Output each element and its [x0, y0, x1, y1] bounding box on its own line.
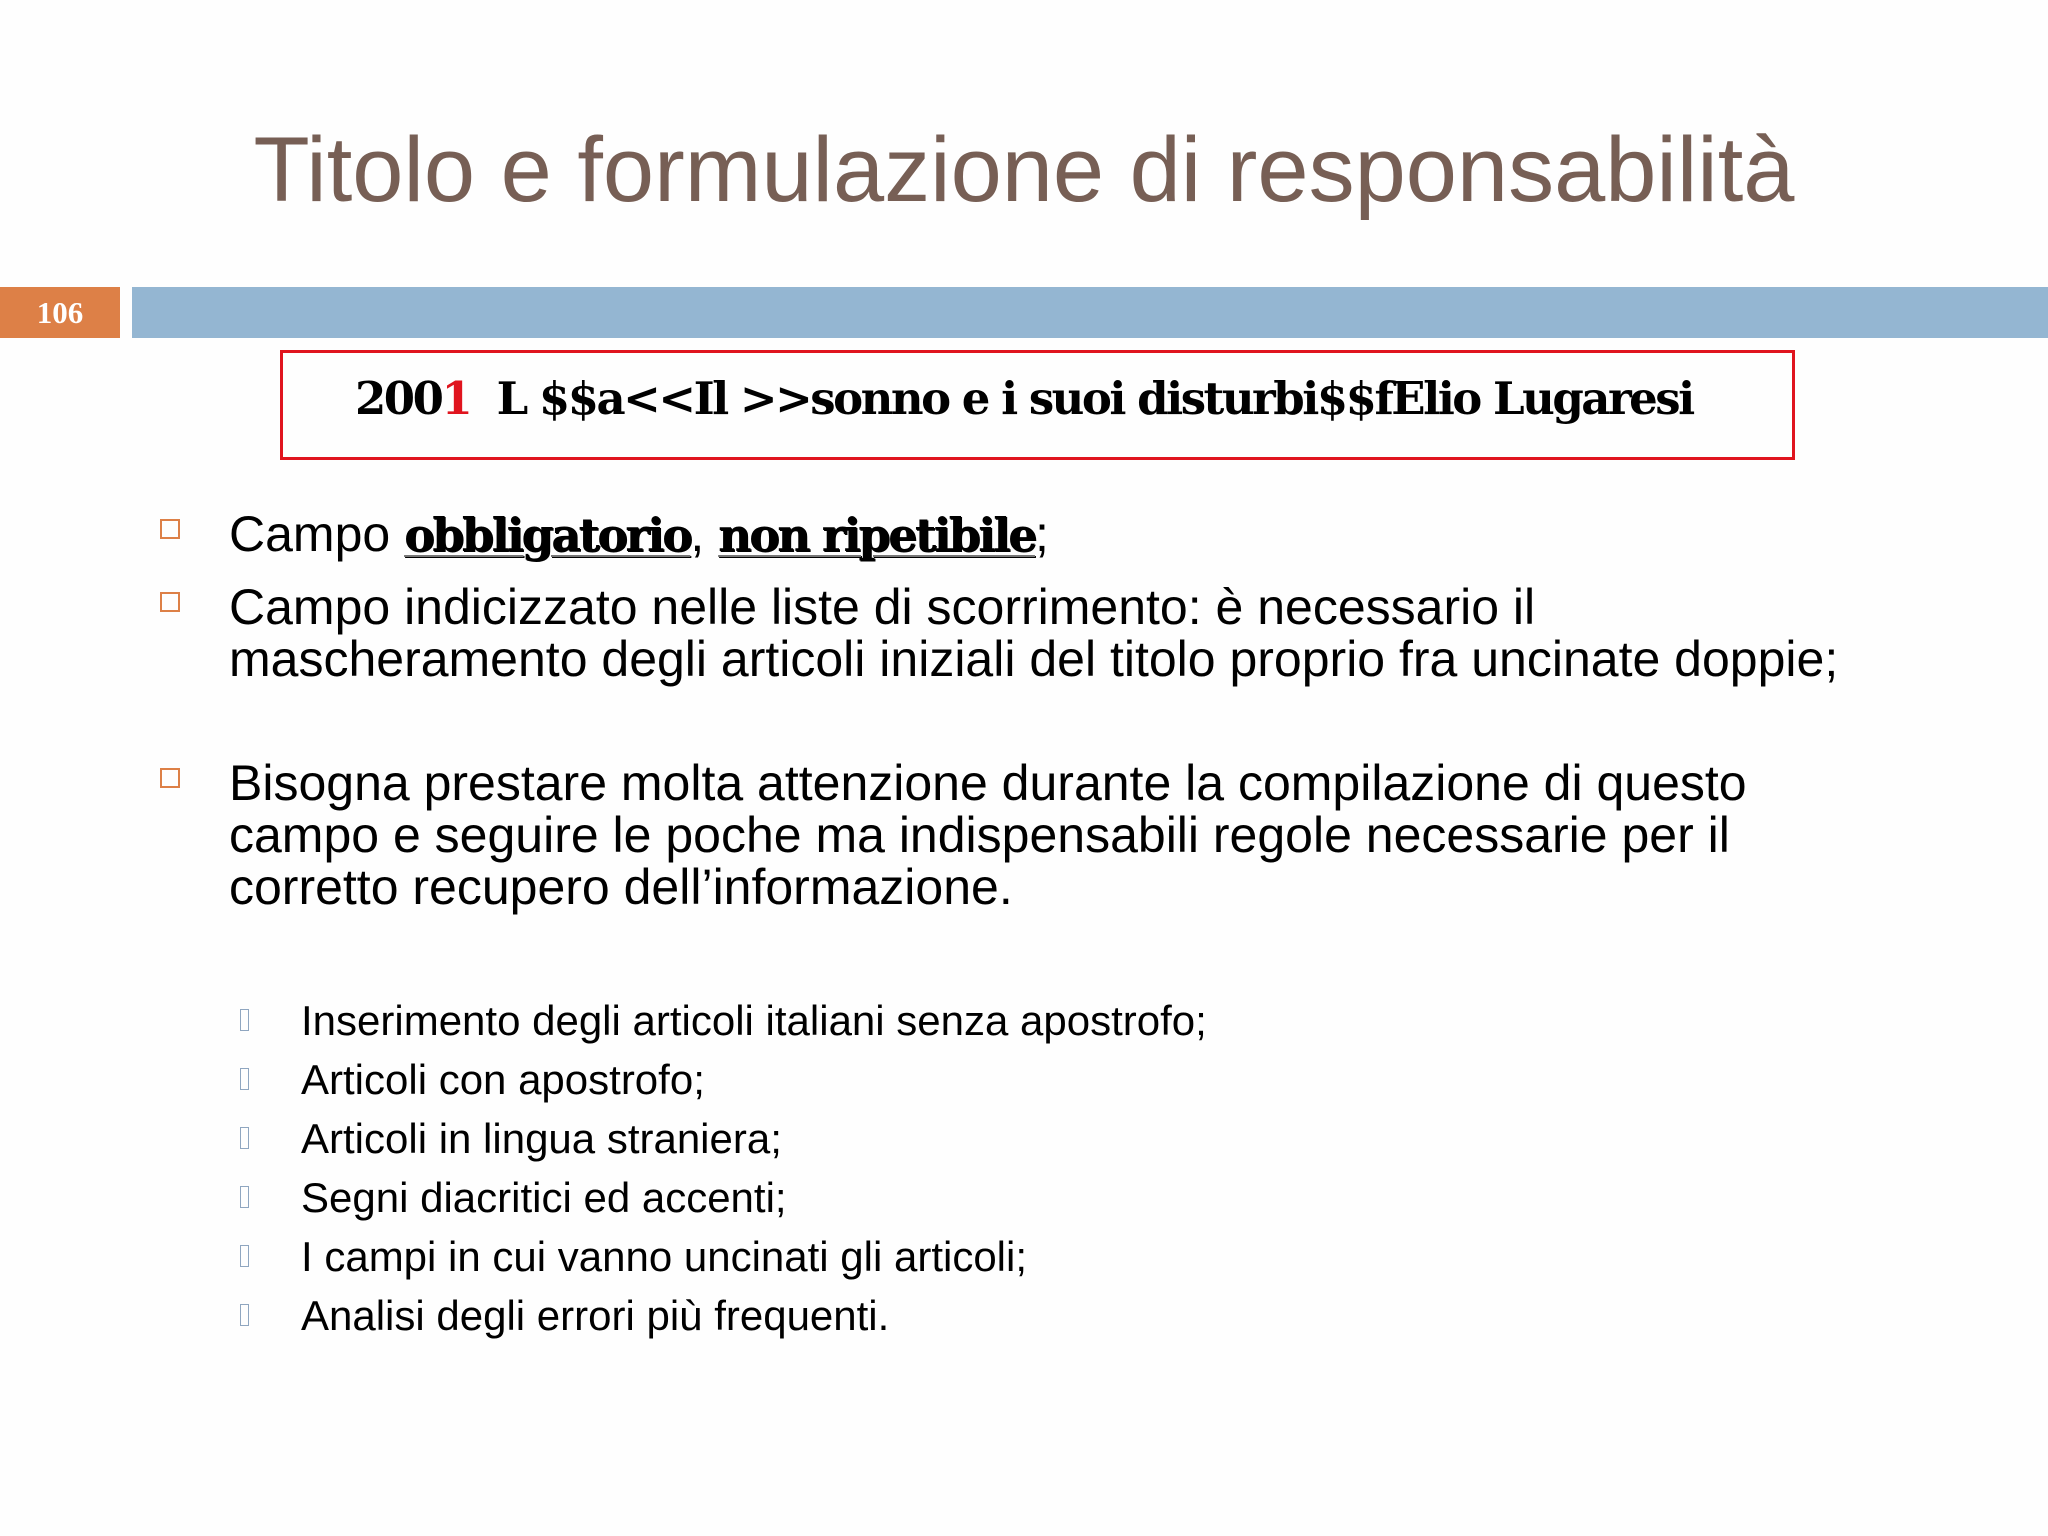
square-bullet-icon — [160, 768, 180, 788]
sub-item-1 — [0, 996, 2048, 1046]
slide-title: Titolo e formulazione di responsabilità — [253, 119, 1795, 221]
sub-item-text: Articoli in lingua straniera; — [301, 1115, 782, 1162]
sub-item-text: Inserimento degli articoli italiani senza apostrofo; — [301, 997, 1207, 1044]
record-year-prefix: 200 — [355, 372, 442, 425]
bullet-text — [229, 508, 1879, 561]
sub-bullet-icon — [240, 1068, 249, 1090]
bullet-suffix: ; — [1034, 506, 1049, 562]
bullet-separator: , — [690, 506, 719, 562]
record-year-highlight: 1 — [441, 372, 471, 425]
sub-bullet-icon — [240, 1009, 249, 1031]
emphasis-obbligatorio: obbligatorio — [404, 508, 691, 562]
sub-item-6 — [0, 1291, 2048, 1341]
bullet-prefix: Campo — [229, 506, 405, 562]
emphasis-non-ripetibile: non ripetibile — [718, 508, 1035, 562]
sub-bullet-icon — [240, 1245, 249, 1267]
square-bullet-icon — [160, 592, 180, 612]
sub-item-4 — [0, 1173, 2048, 1223]
record-example-box — [280, 350, 1795, 460]
accent-bar — [132, 287, 2048, 338]
sub-item-5 — [0, 1232, 2048, 1282]
bullet-text: Bisogna prestare molta attenzione durante la compilazione di questo campo e seguire le poche ma indispensabili regole necessarie per il corretto recupero dell’informazione. — [229, 755, 1747, 915]
sub-item-text: Segni diacritici ed accenti; — [301, 1174, 787, 1221]
sub-item-2 — [0, 1055, 2048, 1105]
sub-item-3 — [0, 1114, 2048, 1164]
bullet-text: Campo indicizzato nelle liste di scorrimento: è necessario il mascheramento degli articoli iniziali del titolo proprio fra uncinate doppie; — [229, 579, 1839, 687]
sub-bullet-icon — [240, 1127, 249, 1149]
sub-bullet-icon — [240, 1304, 249, 1326]
record-example-text — [355, 369, 1693, 429]
square-bullet-icon — [160, 519, 180, 539]
record-field-text: L $$a<<Il >>sonno e i suoi disturbi$$fElio Lugaresi — [470, 372, 1693, 425]
sub-item-text: Articoli con apostrofo; — [301, 1056, 705, 1103]
sub-item-text: Analisi degli errori più frequenti. — [301, 1292, 890, 1339]
sub-bullet-icon — [240, 1186, 249, 1208]
page-number-badge: 106 — [0, 287, 120, 338]
sub-item-text: I campi in cui vanno uncinati gli articoli; — [301, 1233, 1028, 1280]
